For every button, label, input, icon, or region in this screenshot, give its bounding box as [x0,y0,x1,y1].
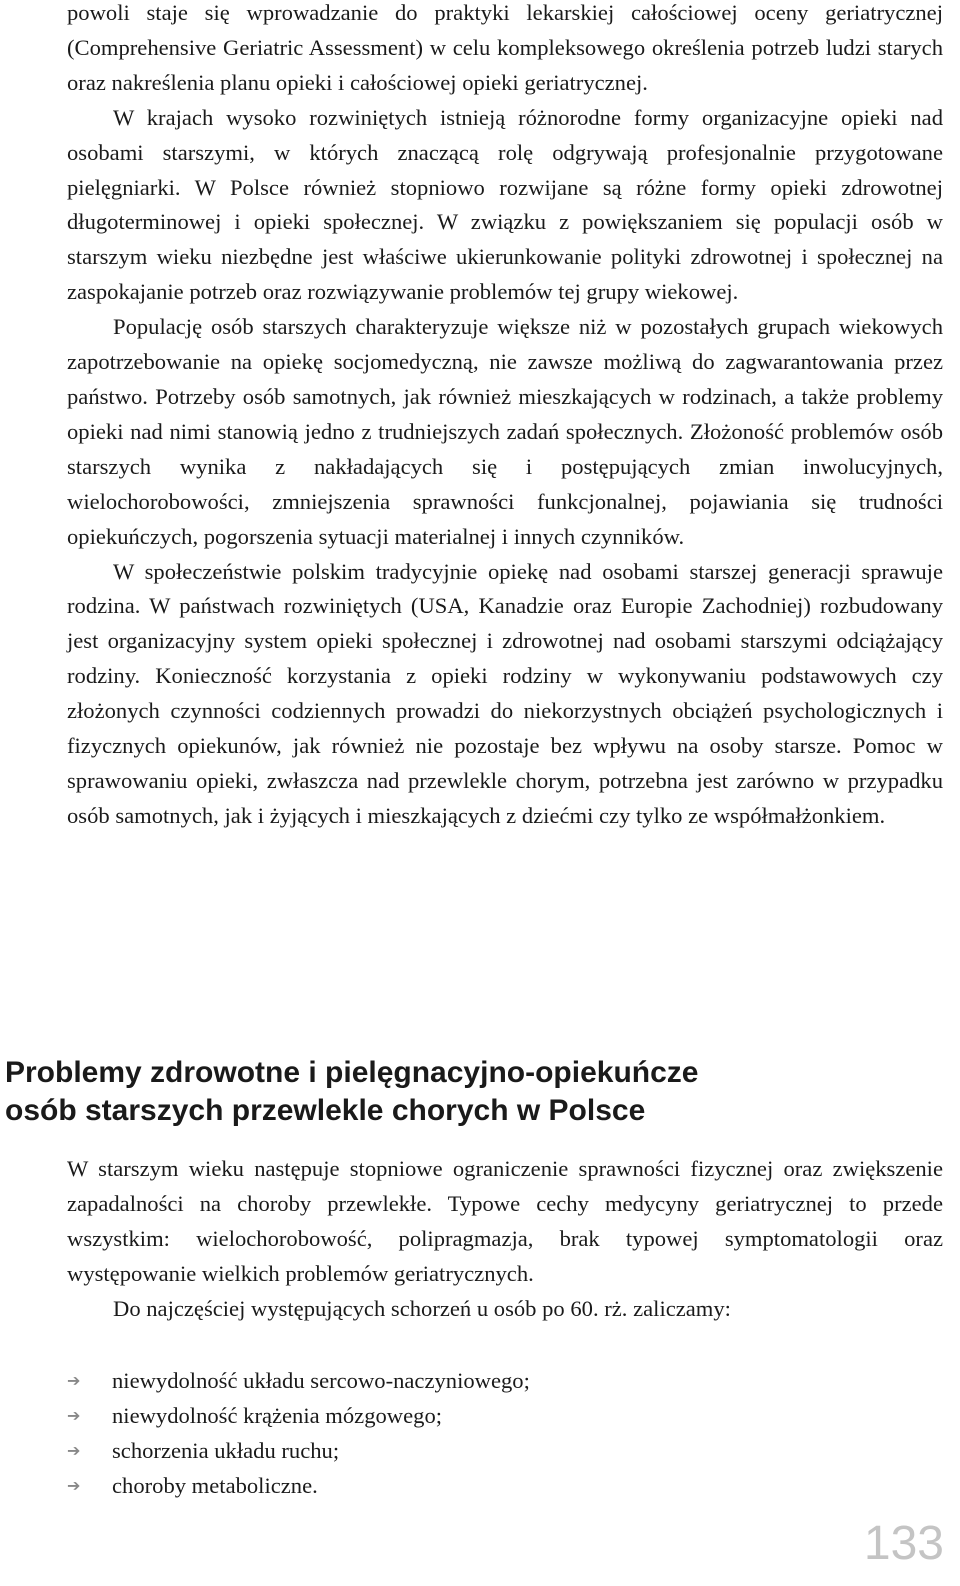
disease-list [67,1364,943,1504]
arrow-right-icon: ➔ [67,1475,81,1495]
paragraph-family-care: W społeczeństwie polskim tradycyjnie opiekę nad osobami starszej generacji sprawuje rodzina. W państwach rozwiniętych (USA, Kanadzie oraz Europie Zachodniej) rozbudowany jest organizacyjny system opieki społecznej i zdrowotnej nad osobami starszymi odciążający rodziny. Konieczność korzystania z opieki rodziny w wykonywaniu podstawowych czy złożonych czynności codziennych prowadzi do niekorzystnych obciążeń psychologicznych i fizycznych opiekunów, jak również nie pozostaje bez wpływu na osoby starsze. Pomoc w sprawowaniu opieki, zwłaszcza nad przewlekle chorym, potrzebna jest zarówno w przypadku osób samotnych, jak i żyjących i mieszkających z dziećmi czy tylko ze współmałżonkiem. [67,558,943,828]
section-heading-line-1: Problemy zdrowotne i pielęgnacyjno-opiekuńcze [5,1056,699,1089]
paragraph-forms-of-care: W krajach wysoko rozwiniętych istnieją różnorodne formy organizacyjne opieki nad osobami starszymi, w których znaczącą rolę odgrywają profesjonalnie przygotowane pielęgniarki. W Polsce również stopniowo rozwijane są różne formy opieki zdrowotnej długoterminowej i opieki społecznej. W związku z powiększaniem się populacji osób w starszym wieku niezbędne jest właściwe ukierunkowanie polityki zdrowotnej i społecznej na zaspokajanie potrzeb oraz rozwiązywanie problemów tej grupy wiekowej. [67,104,943,305]
body-text-section-1 [67,0,943,834]
paragraph-health-limitations: W starszym wieku następuje stopniowe ograniczenie sprawności fizycznej oraz zwiększenie zapadalności na choroby przewlekłe. Typowe cechy medycyny geriatrycznej to przede wszystkim: wielochorobowość, polipragmazja, brak typowej symptomatologii oraz występowanie wielkich problemów geriatrycznych. [67,1156,943,1286]
paragraph-needs-of-elderly: Populację osób starszych charakteryzuje większe niż w pozostałych grupach wiekowych zapotrzebowanie na opiekę socjomedyczną, nie zawsze możliwą do zagwarantowania przez państwo. Potrzeby osób samotnych, jak również mieszkających w rodzinach, a także problemy opieki nad nimi stanowią jedno z trudniejszych zadań społecznych. Złożoność problemów osób starszych wynika z nakładających się i postępujących zmian inwolucyjnych, wielochorobowości, zmniejszenia sprawności funkcjonalnej, pojawiania się trudności opiekuńczych, pogorszenia sytuacji materialnej i innych czynników. [67,314,943,549]
list-item [67,1469,943,1504]
section-heading-line-2: osób starszych przewlekle chorych w Polsce [5,1094,646,1127]
list-item-text: schorzenia układu ruchu; [112,1437,340,1463]
list-item-text: niewydolność układu sercowo-naczyniowego; [112,1368,530,1393]
list-item [67,1399,943,1434]
body-text-section-2 [67,1152,943,1327]
paragraph-list-intro: Do najczęściej występujących schorzeń u osób po 60. rż. zaliczamy: [113,1295,731,1321]
arrow-right-icon: ➔ [67,1405,81,1425]
list-item [67,1434,943,1469]
paragraph-continuation: powoli staje się wprowadzanie do praktyki lekarskiej całościowej oceny geriatrycznej (Comprehensive Geriatric Assessment) w celu kompleksowego określenia potrzeb ludzi starych oraz nakreślenia planu opieki i całościowej opieki geriatrycznej. [67,0,943,95]
page-number: 133 [863,1517,944,1570]
list-item-text: niewydolność krążenia mózgowego; [112,1402,443,1428]
list-item [67,1364,943,1399]
arrow-right-icon: ➔ [67,1440,81,1460]
arrow-right-icon: ➔ [67,1371,81,1390]
list-item-text: choroby metaboliczne. [112,1472,318,1498]
section-heading [5,1054,945,1130]
